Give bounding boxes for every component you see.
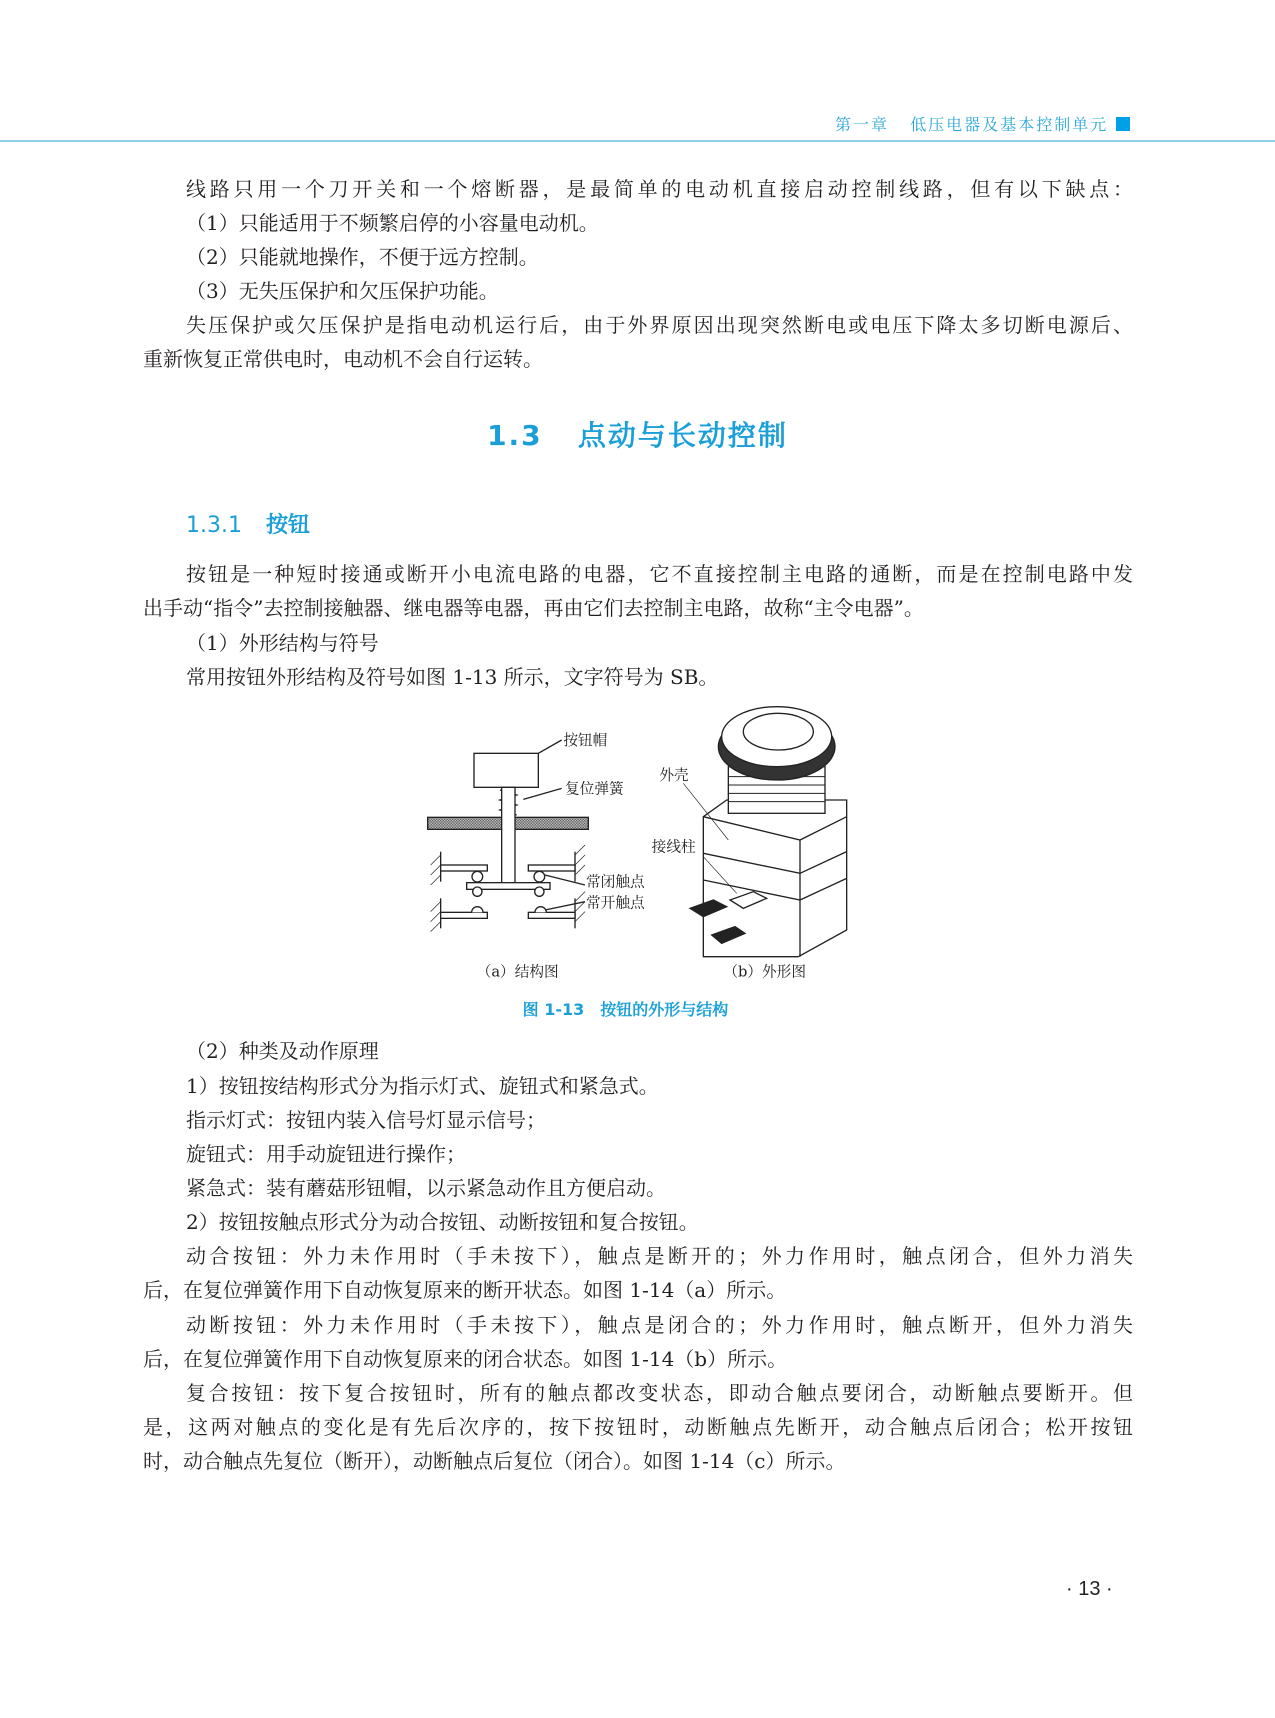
body-line: 动合按钮：外力未作用时（手未按下），触点是断开的；外力作用时，触点闭合，但外力消失 — [186, 1244, 1133, 1268]
body-line: 线路只用一个刀开关和一个熔断器，是最简单的电动机直接启动控制线路，但有以下缺点： — [186, 177, 1133, 201]
body-line: （2）种类及动作原理 — [186, 1039, 379, 1063]
body-line: 复合按钮：按下复合按钮时，所有的触点都改变状态，即动合触点要闭合，动断触点要断开。但 — [186, 1381, 1133, 1405]
section-title: 点动与长动控制 — [577, 419, 788, 452]
body-line: 旋钮式：用手动旋钮进行操作； — [186, 1142, 466, 1166]
header-chapter: 第一章 — [835, 115, 890, 134]
section-heading — [0, 414, 1275, 454]
label-button-cap: 按钮帽 — [563, 732, 608, 749]
body-line: （2）只能就地操作，不便于远方控制。 — [186, 245, 539, 269]
body-line: 按钮是一种短时接通或断开小电流电路的电器，它不直接控制主电路的通断，而是在控制电路中发 — [186, 562, 1133, 586]
body-line: 指示灯式：按钮内装入信号灯显示信号； — [186, 1108, 546, 1132]
subsection-heading — [186, 508, 310, 539]
body-line: 2）按钮按触点形式分为动合按钮、动断按钮和复合按钮。 — [186, 1210, 699, 1234]
body-line: （1）外形结构与符号 — [186, 631, 379, 655]
running-header — [835, 112, 1130, 135]
body-line: 常用按钮外形结构及符号如图 1-13 所示，文字符号为 SB。 — [186, 665, 719, 689]
label-terminal: 接线柱 — [651, 838, 696, 856]
label-spring: 复位弹簧 — [565, 780, 624, 798]
body-line: 1）按钮按结构形式分为指示灯式、旋钮式和紧急式。 — [186, 1074, 659, 1098]
label-no-contact: 常开触点 — [586, 894, 645, 912]
body-line: 重新恢复正常供电时，电动机不会自行运转。 — [143, 347, 543, 371]
label-nc-contact: 常闭触点 — [586, 873, 645, 891]
structure-diagram — [428, 740, 589, 932]
header-rule — [0, 140, 1275, 142]
figure-caption: 图 1-13 按钮的外形与结构 — [522, 1000, 729, 1019]
body-line: 紧急式：装有蘑菇形钮帽，以示紧急动作且方便启动。 — [186, 1176, 666, 1200]
body-line: 动断按钮：外力未作用时（手未按下），触点是闭合的；外力作用时，触点断开，但外力消失 — [186, 1313, 1133, 1337]
subcaption-a: （a）结构图 — [476, 963, 559, 981]
stem — [502, 787, 515, 882]
appearance-drawing — [683, 707, 846, 957]
header-square-icon — [1116, 117, 1130, 131]
subcaption-b: （b）外形图 — [723, 963, 807, 981]
body-line: 失压保护或欠压保护是指电动机运行后，由于外界原因出现突然断电或电压下降太多切断电源后、 — [186, 313, 1133, 337]
body-line: （1）只能适用于不频繁启停的小容量电动机。 — [186, 211, 599, 235]
figure-1-13 — [400, 700, 880, 1030]
body-line: 后，在复位弹簧作用下自动恢复原来的断开状态。如图 1-14（a）所示。 — [143, 1278, 787, 1302]
body-line: 后，在复位弹簧作用下自动恢复原来的闭合状态。如图 1-14（b）所示。 — [143, 1347, 788, 1371]
subsection-title: 按钮 — [265, 513, 310, 538]
label-shell: 外壳 — [659, 767, 689, 784]
body-line: （3）无失压保护和欠压保护功能。 — [186, 279, 499, 303]
section-number: 1.3 — [487, 419, 543, 452]
body-line: 出手动“指令”去控制接触器、继电器等电器，再由它们去控制主电路，故称“主令电器”。 — [143, 596, 924, 620]
body-line: 时，动合触点先复位（断开），动断触点后复位（闭合）。如图 1-14（c）所示。 — [143, 1449, 846, 1473]
header-title: 低压电器及基本控制单元 — [910, 115, 1109, 134]
subsection-number: 1.3.1 — [186, 513, 242, 538]
body-line: 是，这两对触点的变化是有先后次序的，按下按钮时，动断触点先断开，动合触点后闭合；松开按钮 — [143, 1415, 1133, 1439]
button-cap — [474, 753, 538, 787]
page-number: · 13 · — [1066, 1578, 1113, 1600]
